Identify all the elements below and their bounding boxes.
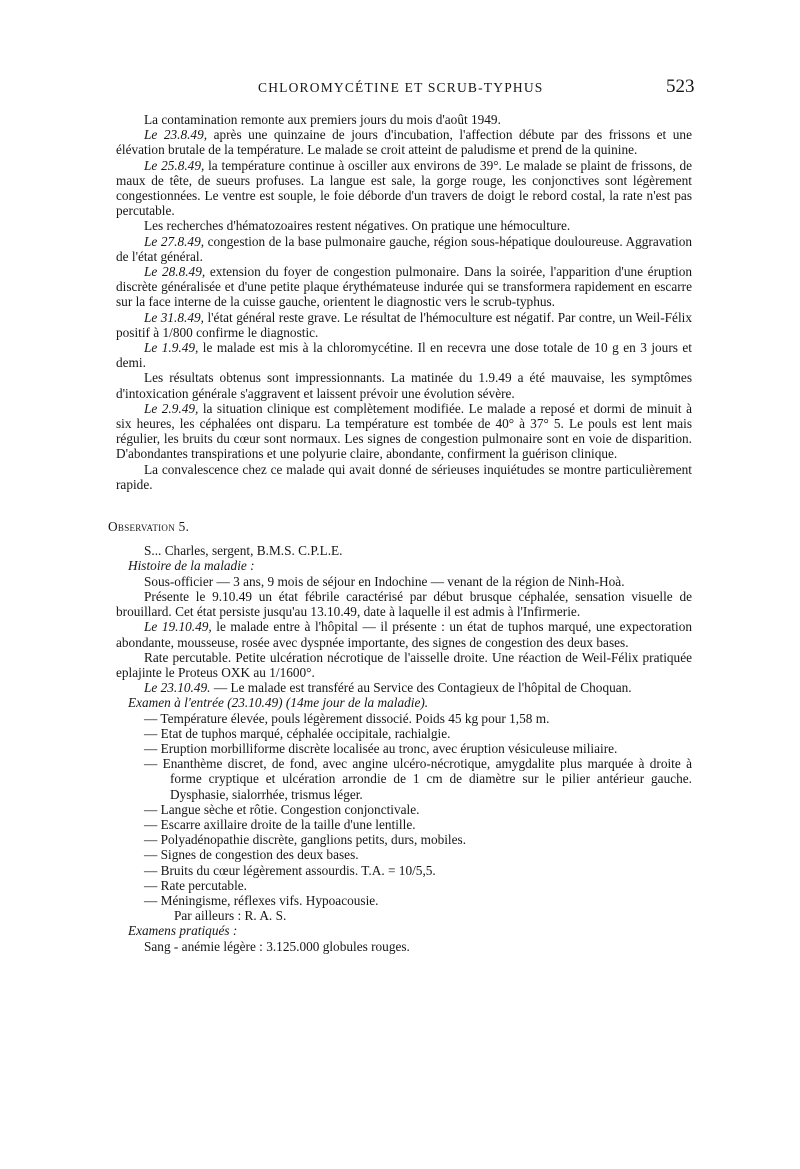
page-header	[0, 76, 800, 100]
date: Le 31.8.49,	[144, 309, 204, 325]
history-heading: Histoire de la maladie :	[128, 558, 255, 574]
paragraph: Le 23.10.49. — Le malade est transféré au Service des Contagieux de l'hôpital de Choquan.	[144, 680, 632, 696]
date: Le 25.8.49,	[144, 157, 205, 173]
exam-item: — Langue sèche et rôtie. Congestion conjonctivale.	[144, 801, 420, 817]
exam-item: — Méningisme, réflexes vifs. Hypoacousie.	[144, 892, 379, 908]
exam-item: — Etat de tuphos marqué, céphalée occipitale, rachialgie.	[144, 725, 451, 741]
date: Le 28.8.49,	[144, 264, 206, 280]
exam-item: — Rate percutable.	[144, 877, 248, 893]
exam-heading: Examen à l'entrée (23.10.49) (14me jour de la maladie).	[128, 695, 429, 711]
paragraph: Le 2.9.49, la situation clinique est complètement modifiée. Le malade a reposé et dormi de minuit à six heures, les céphalées ont disparu. La température est tombée de 40° à 37° 5. Le pouls est lent mais régulier, les bruits du cœur sont normaux. Les signes de congestion pulmonaire sont en voie de disparition. D'abondantes transpirations et une polyurie claire, abondante, confirment la guérison clinique.	[116, 400, 692, 462]
date: Le 27.8.49,	[144, 233, 205, 249]
section-spacer	[116, 492, 692, 519]
date: Le 1.9.49,	[144, 340, 199, 356]
paragraph: Le 23.8.49, après une quinzaine de jours d'incubation, l'affection débute par des frissons et une élévation brutale de la température. Le malade se croit atteint de paludisme et prend de la quinine.	[116, 127, 692, 158]
paragraph: Les recherches d'hématozoaires restent négatives. On pratique une hémoculture.	[144, 218, 571, 234]
exam-item: — Signes de congestion des deux bases.	[144, 847, 359, 863]
paragraph: Le 19.10.49, le malade entre à l'hôpital — il présente : un état de tuphos marqué, une expectoration abondante, mousseuse, rosée avec dyspnée importante, des signes de congestion des deux bases.	[116, 619, 692, 650]
exam-item: — Température élevée, pouls légèrement dissocié. Poids 45 kg pour 1,58 m.	[144, 710, 550, 726]
date: Le 23.8.49,	[144, 127, 208, 143]
page-number: 523	[666, 76, 695, 97]
lab-line: Sang - anémie légère : 3.125.000 globules rouges.	[144, 938, 410, 954]
paragraph: Les résultats obtenus sont impressionnants. La matinée du 1.9.49 a été mauvaise, les symptômes d'intoxication générale s'aggravent et laissent prévoir une évolution sévère.	[116, 370, 692, 401]
paragraph: Le 28.8.49, extension du foyer de congestion pulmonaire. Dans la soirée, l'apparition d'une éruption discrète généralisée et d'une petite plaque érythémateuse indurée qui se transformera rapidement en escarre sur la face interne de la cuisse gauche, orientent le diagnostic vers le scrub-typhus.	[116, 264, 692, 310]
exam-item: — Enanthème discret, de fond, avec angine ulcéro-nécrotique, amygdalite plus marquée à droite à forme cryptique et ulcération arrondie de 1 cm de diamètre sur le pilier antérieur gauche. Dysphasie, sialorrhée, trismus léger.	[144, 756, 692, 802]
date: Le 2.9.49,	[144, 400, 199, 416]
date: Le 19.10.49,	[144, 619, 212, 635]
elsewhere-line: Par ailleurs : R. A. S.	[174, 908, 287, 924]
patient-line: S... Charles, sergent, B.M.S. C.P.L.E.	[144, 543, 343, 559]
paragraph: Le 25.8.49, la température continue à osciller aux environs de 39°. Le malade se plaint de frissons, de maux de tête, de sueurs profuses. La langue est sale, la gorge rouge, les conjonctives sont légèrement congestionnées. Le ventre est souple, le foie déborde d'un travers de doigt le rebord costal, la rate n'est pas percutable.	[116, 157, 692, 219]
exam-item: — Escarre axillaire droite de la taille d'une lentille.	[144, 816, 416, 832]
paragraph: La convalescence chez ce malade qui avait donné de sérieuses inquiétudes se montre particulièrement rapide.	[116, 461, 692, 492]
paragraph: Le 27.8.49, congestion de la base pulmonaire gauche, région sous-hépatique douloureuse. Aggravation de l'état général.	[116, 233, 692, 264]
paragraph: Rate percutable. Petite ulcération nécrotique de l'aisselle droite. Une réaction de Weil-Félix pratiquée eplajinte le Proteus OXK au 1/1600°.	[116, 649, 692, 680]
body-text	[108, 112, 692, 954]
paragraph: Le 1.9.49, le malade est mis à la chloromycétine. Il en recevra une dose totale de 10 g en 3 jours et demi.	[116, 340, 692, 371]
exam-item: — Eruption morbilliforme discrète localisée au tronc, avec éruption vésiculeuse miliaire.	[144, 740, 618, 756]
date: Le 23.10.49.	[144, 680, 211, 696]
paragraph: Présente le 9.10.49 un état fébrile caractérisé par début brusque céphalée, sensation visuelle de brouillard. Cet état persiste jusqu'au 13.10.49, date à laquelle il est admis à l'Infirmerie.	[116, 588, 692, 620]
paragraph: La contamination remonte aux premiers jours du mois d'août 1949.	[144, 112, 501, 127]
paragraph: Sous-officier — 3 ans, 9 mois de séjour en Indochine — venant de la région de Ninh-Hoà.	[144, 573, 625, 589]
lab-heading: Examens pratiqués :	[128, 923, 238, 939]
exam-item: — Bruits du cœur légèrement assourdis. T.A. = 10/5,5.	[144, 862, 436, 878]
observation-title: Observation 5.	[108, 519, 190, 535]
paragraph: Le 31.8.49, l'état général reste grave. Le résultat de l'hémoculture est négatif. Par contre, un Weil-Félix positif à 1/800 confirme le diagnostic.	[116, 309, 692, 340]
exam-item: — Polyadénopathie discrète, ganglions petits, durs, mobiles.	[144, 832, 467, 848]
running-title: CHLOROMYCÉTINE ET SCRUB-TYPHUS	[258, 80, 544, 95]
